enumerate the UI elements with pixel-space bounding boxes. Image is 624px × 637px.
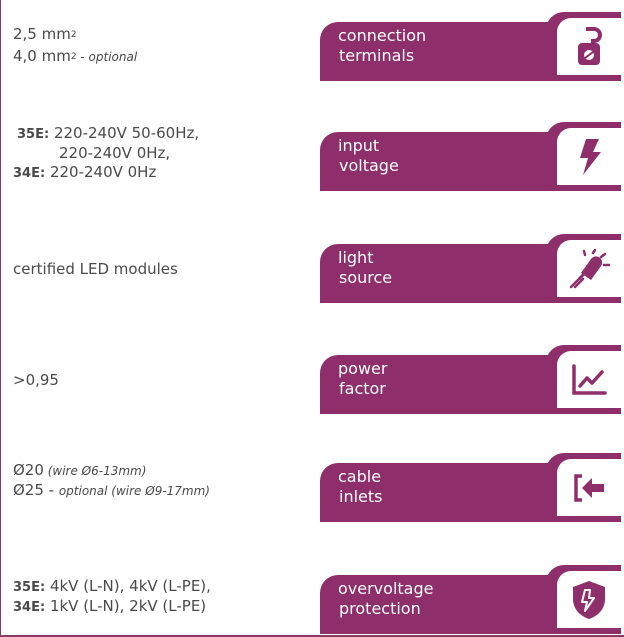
- terminal-connector-icon: [572, 27, 606, 67]
- tag-input-voltage: input voltage: [320, 122, 621, 191]
- spec-connection-terminals: 2,5 $mm^2$ 4,0 $mm^2$ - optional: [13, 25, 138, 65]
- cable-entry-arrow-icon: [572, 474, 606, 502]
- tag-power-factor: power factor: [320, 345, 621, 414]
- lightning-bolt-icon: [577, 139, 601, 175]
- spec-overvoltage-protection: 35E: 4kV (L-N), 4kV (L-PE), 34E: 1kV (L-N), 2kV (L-PE): [13, 577, 211, 615]
- spec-power-factor: >0,95: [13, 371, 59, 389]
- shield-bolt-icon: [571, 580, 607, 620]
- spec-input-voltage: 35E: 220-240V 50-60Hz, 220-240V 0Hz, 34E: 220-240V 0Hz: [13, 124, 200, 181]
- tag-light-source: light source: [320, 234, 621, 303]
- frame-left-line: [0, 0, 1, 637]
- line-chart-icon: [571, 364, 607, 396]
- led-diode-icon: [567, 249, 611, 289]
- tag-cable-inlets: cable inlets: [320, 453, 621, 522]
- spec-light-source: certified LED modules: [13, 260, 178, 278]
- spec-cable-inlets: Ø20 (wire Ø6-13mm) Ø25 - optional (wire Ø9-17mm): [13, 461, 210, 499]
- tag-connection-terminals: connection terminals: [320, 12, 621, 81]
- tag-overvoltage-protection: overvoltage protection: [320, 565, 621, 634]
